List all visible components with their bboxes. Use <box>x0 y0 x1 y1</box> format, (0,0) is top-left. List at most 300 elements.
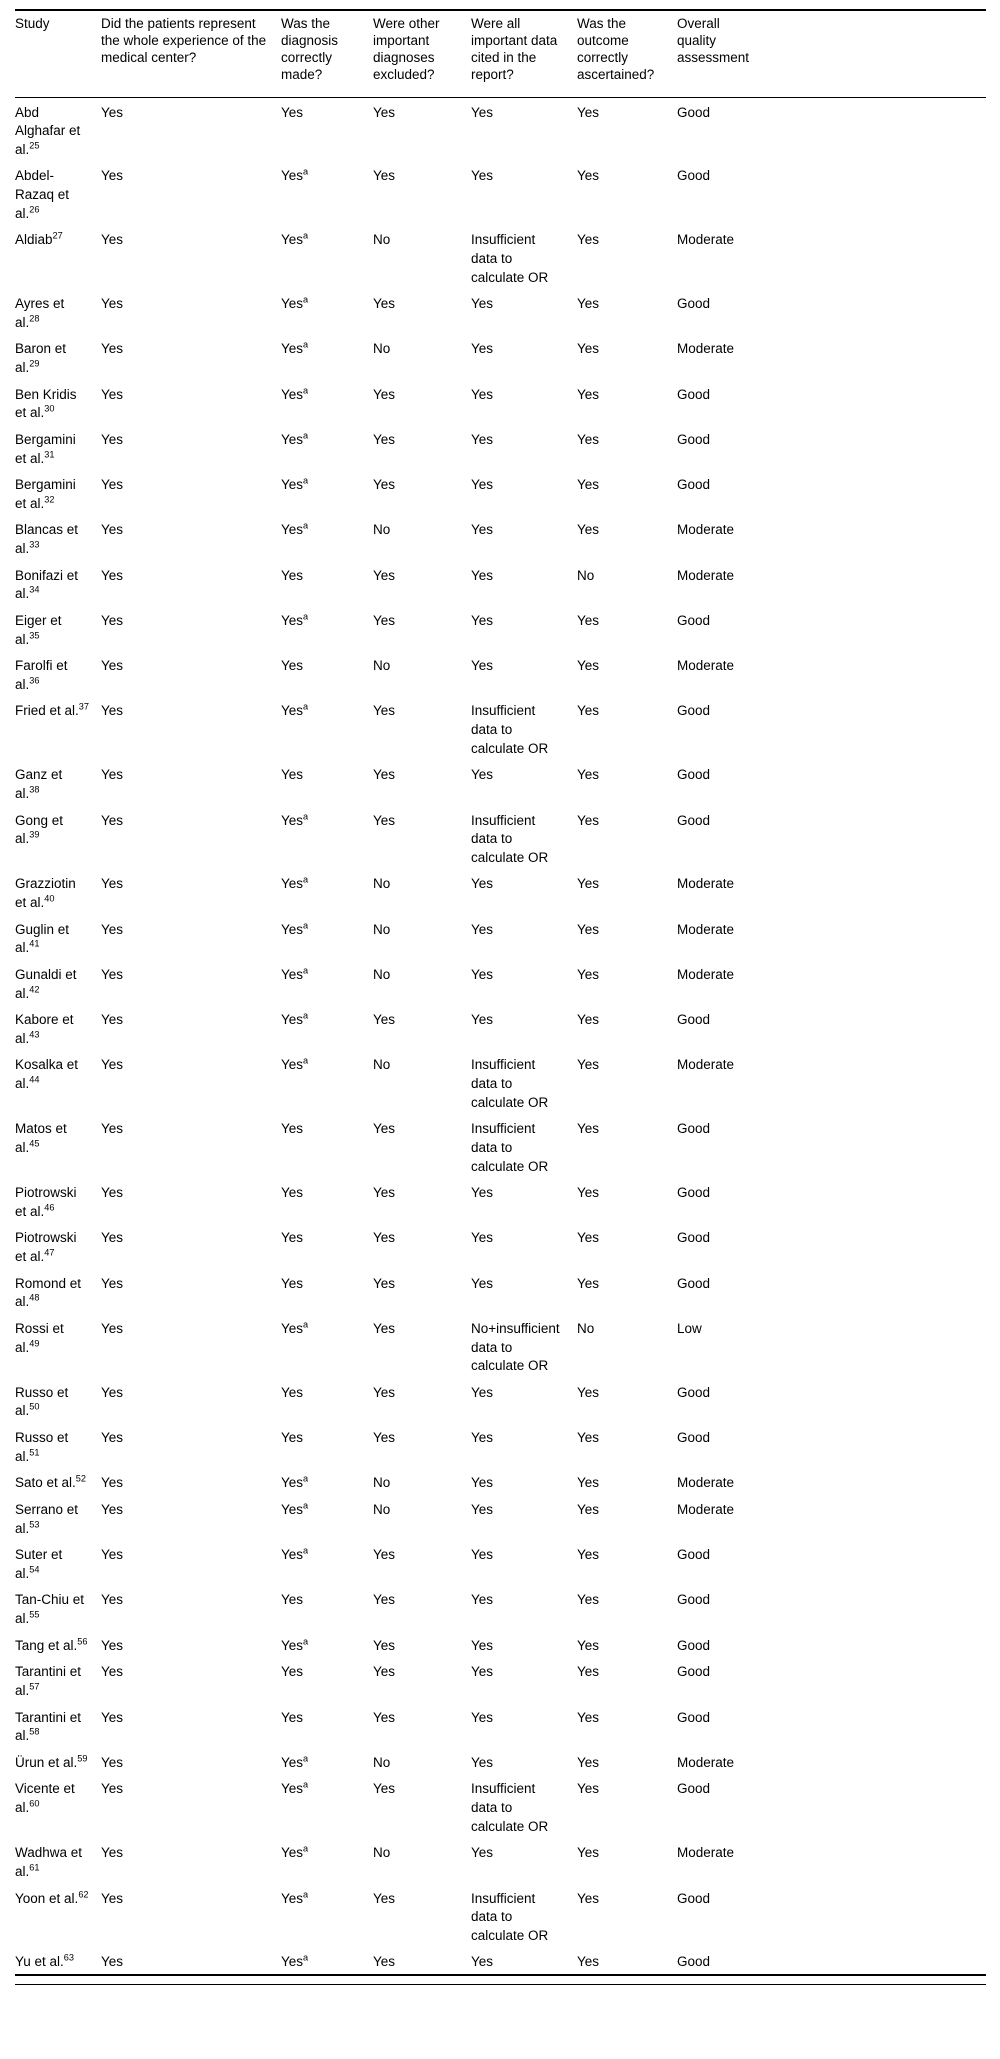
answer-cell: Yes <box>471 1275 494 1291</box>
table-row <box>15 425 986 470</box>
answer-cell: Yes <box>577 1845 600 1861</box>
answer-cell: Yes <box>373 1320 396 1336</box>
reference-superscript: 25 <box>29 140 40 151</box>
footnote-superscript: a <box>303 230 309 241</box>
answer-cell: Insufficient data to calculate OR <box>471 703 549 756</box>
footnote-superscript: a <box>303 811 309 821</box>
answer-cell: Yes <box>101 876 124 892</box>
table-row <box>15 1774 986 1838</box>
answer-cell: Yes <box>281 1230 304 1246</box>
study-cell: Russo et al.$^{50}$ <box>15 1384 69 1419</box>
study-cell: Tan-Chiu et al.$^{55}$ <box>15 1592 85 1626</box>
table-row <box>15 869 986 914</box>
answer-cell: Yes <box>373 1275 396 1291</box>
reference-superscript: 41 <box>29 938 40 949</box>
answer-cell: Yes <box>281 1664 304 1680</box>
answer-cell: Yes <box>101 1384 124 1400</box>
answer-cell: Yes <box>471 341 494 357</box>
column-header-label: Was the outcome correctly ascertained? <box>577 16 655 82</box>
quality-cell: Moderate <box>677 567 735 583</box>
answer-cell: Yes <box>577 1121 600 1137</box>
reference-superscript: 40 <box>44 893 55 904</box>
answer-cell: Yes <box>373 1185 396 1201</box>
answer-cell: Yes <box>577 1592 600 1608</box>
answer-cell: Yes <box>373 612 396 628</box>
answer-cell: Yes$^a$ <box>281 1779 309 1797</box>
quality-cell: Good <box>677 1012 711 1028</box>
quality-cell: Moderate <box>677 1845 735 1861</box>
answer-cell: Insufficient data to calculate OR <box>471 1781 549 1834</box>
table-row <box>15 380 986 425</box>
table-row <box>15 1114 986 1178</box>
answer-cell: Yes <box>577 341 600 357</box>
column-header <box>373 10 471 97</box>
answer-cell: Yes <box>577 612 600 628</box>
answer-cell: Yes <box>577 1709 600 1725</box>
answer-cell: Insufficient data to calculate OR <box>471 812 549 865</box>
answer-cell: Yes$^a$ <box>281 1843 309 1861</box>
study-cell: Tarantini et al.$^{58}$ <box>15 1709 82 1744</box>
answer-cell: Yes <box>373 1954 396 1970</box>
column-header-label: Overall quality assessment <box>677 16 750 65</box>
study-cell: Wadhwa et al.$^{61}$ <box>15 1845 83 1879</box>
answer-cell: Yes <box>101 1781 124 1797</box>
reference-superscript: 42 <box>29 984 40 994</box>
table-row <box>15 1314 986 1378</box>
answer-cell: No <box>373 1057 391 1073</box>
answer-cell: Yes <box>577 812 600 828</box>
footnote-superscript: a <box>303 1055 309 1066</box>
quality-cell: Moderate <box>677 1057 735 1073</box>
answer-cell: Yes <box>577 431 600 447</box>
answer-cell: No <box>373 876 391 892</box>
answer-cell: Yes <box>373 1709 396 1725</box>
reference-superscript: 53 <box>29 1519 40 1529</box>
answer-cell: Yes$^a$ <box>281 1055 309 1073</box>
study-cell: Grazziotin et al.$^{40}$ <box>15 876 76 910</box>
study-cell: Serrano et al.$^{53}$ <box>15 1501 79 1536</box>
table-body <box>15 97 986 1975</box>
study-cell: Gong et al.$^{39}$ <box>15 812 64 847</box>
answer-cell: Yes <box>471 1384 494 1400</box>
answer-cell: Yes <box>471 1501 494 1517</box>
footnote-superscript: a <box>303 339 309 350</box>
answer-cell: Yes$^a$ <box>281 1010 309 1028</box>
answer-cell: No <box>373 232 391 248</box>
answer-cell: Yes <box>471 767 494 783</box>
study-cell: Yoon et al.$^{62}$ <box>15 1889 89 1906</box>
answer-cell: Yes <box>101 168 124 184</box>
answer-cell: Yes <box>577 1384 600 1400</box>
answer-cell: Yes <box>577 1185 600 1201</box>
answer-cell: Yes <box>471 1430 494 1445</box>
reference-superscript: 32 <box>44 494 55 505</box>
answer-cell: Yes$^a$ <box>281 1636 309 1653</box>
answer-cell: Yes$^a$ <box>281 1545 309 1563</box>
study-cell: Fried et al.$^{37}$ <box>15 701 89 719</box>
answer-cell: Yes <box>101 767 124 783</box>
answer-cell: Yes <box>101 1475 124 1491</box>
table-row <box>15 696 986 760</box>
reference-superscript: 34 <box>29 584 40 595</box>
answer-cell: Yes$^a$ <box>281 475 309 493</box>
reference-superscript: 62 <box>78 1889 89 1899</box>
answer-cell: Yes$^a$ <box>281 430 309 447</box>
answer-cell: Yes <box>577 522 600 538</box>
answer-cell: Yes <box>101 431 124 447</box>
study-cell: Tang et al.$^{56}$ <box>15 1636 88 1653</box>
answer-cell: Yes <box>101 1012 124 1028</box>
answer-cell: Yes <box>577 1954 600 1970</box>
quality-cell: Good <box>677 1781 711 1797</box>
quality-cell: Good <box>677 703 711 719</box>
answer-cell: Yes <box>101 1845 124 1861</box>
quality-cell: Good <box>677 1230 711 1246</box>
answer-cell: Yes <box>373 1384 396 1400</box>
answer-cell: Yes <box>471 477 494 493</box>
footnote-superscript: a <box>303 920 309 931</box>
answer-cell: No <box>373 522 391 538</box>
footnote-superscript: a <box>303 1779 309 1790</box>
reference-superscript: 48 <box>29 1292 40 1303</box>
table-row <box>15 1495 986 1540</box>
table-row <box>15 1631 986 1658</box>
answer-cell: Yes <box>577 1754 600 1770</box>
answer-cell: Yes$^a$ <box>281 920 309 937</box>
answer-cell: Yes <box>101 703 124 719</box>
study-cell: Vicente et al.$^{60}$ <box>15 1781 75 1815</box>
answer-cell: Yes <box>373 1890 396 1906</box>
answer-cell: Yes <box>577 1275 600 1291</box>
table-row <box>15 515 986 560</box>
reference-superscript: 52 <box>75 1473 86 1484</box>
answer-cell: Yes <box>471 1012 494 1028</box>
quality-cell: Moderate <box>677 876 735 892</box>
quality-cell: Good <box>677 1430 711 1445</box>
answer-cell: Yes <box>471 386 494 402</box>
footnote-superscript: a <box>303 385 309 396</box>
answer-cell: Yes <box>101 612 124 628</box>
reference-superscript: 27 <box>52 230 63 241</box>
reference-superscript: 38 <box>29 784 40 795</box>
answer-cell: Yes <box>373 1664 396 1680</box>
column-header-label: Was the diagnosis correctly made? <box>281 16 339 82</box>
study-cell: Aldiab$^{27}$ <box>15 230 63 248</box>
answer-cell: Yes <box>577 1781 600 1797</box>
answer-cell: Yes <box>577 1430 600 1445</box>
bottom-rule <box>15 1984 986 1985</box>
answer-cell: Yes <box>471 658 494 674</box>
reference-superscript: 45 <box>29 1138 40 1149</box>
footnote-superscript: a <box>303 1010 309 1021</box>
answer-cell: Yes$^a$ <box>281 611 309 628</box>
answer-cell: Yes <box>471 1637 494 1653</box>
answer-cell: Yes <box>281 1121 304 1137</box>
answer-cell: Insufficient data to calculate OR <box>471 1057 549 1110</box>
answer-cell: No <box>373 921 391 937</box>
study-cell: Ganz et al.$^{38}$ <box>15 767 63 801</box>
reference-superscript: 29 <box>29 358 40 369</box>
reference-superscript: 39 <box>29 829 40 840</box>
study-cell: Bergamini et al.$^{32}$ <box>15 477 76 511</box>
answer-cell: Yes$^a$ <box>281 811 309 828</box>
table-row <box>15 289 986 334</box>
study-cell: Blancas et al.$^{33}$ <box>15 522 79 556</box>
quality-cell: Moderate <box>677 1501 735 1517</box>
reference-superscript: 59 <box>77 1753 88 1764</box>
table-row <box>15 1540 986 1585</box>
reference-superscript: 31 <box>44 449 55 459</box>
quality-cell: Good <box>677 1890 711 1906</box>
table-row <box>15 1223 986 1268</box>
answer-cell: Yes <box>471 1592 494 1608</box>
answer-cell: Insufficient data to calculate OR <box>471 232 549 285</box>
answer-cell: Yes <box>577 1501 600 1517</box>
answer-cell: Yes <box>101 386 124 402</box>
reference-superscript: 37 <box>78 701 89 712</box>
answer-cell: Yes <box>373 1592 396 1608</box>
answer-cell: Yes$^a$ <box>281 874 309 892</box>
answer-cell: Yes$^a$ <box>281 965 309 982</box>
study-cell: Romond et al.$^{48}$ <box>15 1275 82 1310</box>
answer-cell: Yes <box>471 431 494 447</box>
quality-cell: Good <box>677 104 711 120</box>
footnote-superscript: a <box>303 294 309 305</box>
answer-cell: Yes <box>101 1664 124 1680</box>
answer-cell: Yes <box>281 1185 304 1201</box>
answer-cell: Yes <box>101 104 124 120</box>
study-cell: Rossi et al.$^{49}$ <box>15 1320 64 1355</box>
study-cell: Piotrowski et al.$^{47}$ <box>15 1230 77 1264</box>
table-row <box>15 1378 986 1423</box>
answer-cell: Yes <box>101 966 124 982</box>
column-header <box>101 10 281 97</box>
answer-cell: No <box>373 1501 391 1517</box>
answer-cell: Yes <box>281 1592 304 1608</box>
answer-cell: Yes <box>373 386 396 402</box>
answer-cell: Yes <box>101 921 124 937</box>
answer-cell: No <box>577 567 595 583</box>
answer-cell: Yes <box>577 104 600 120</box>
answer-cell: No <box>373 1845 391 1861</box>
answer-cell: Yes <box>101 1637 124 1653</box>
answer-cell: Insufficient data to calculate OR <box>471 1121 549 1174</box>
column-header-label: Were all important data cited in the report? <box>471 16 558 82</box>
quality-cell: Good <box>677 431 711 447</box>
answer-cell: Yes$^a$ <box>281 1319 309 1336</box>
reference-superscript: 58 <box>29 1726 40 1737</box>
answer-cell: Yes <box>471 168 494 184</box>
table-row <box>15 1585 986 1630</box>
header-row <box>15 10 986 97</box>
study-cell: Kabore et al.$^{43}$ <box>15 1012 74 1046</box>
reference-superscript: 51 <box>29 1447 40 1458</box>
study-cell: Gunaldi et al.$^{42}$ <box>15 966 77 1001</box>
answer-cell: No <box>577 1320 595 1336</box>
footnote-superscript: a <box>303 475 309 486</box>
answer-cell: Yes <box>373 767 396 783</box>
answer-cell: Yes <box>373 703 396 719</box>
answer-cell: Yes <box>577 767 600 783</box>
answer-cell: Yes <box>101 341 124 357</box>
study-cell: Matos et al.$^{45}$ <box>15 1121 67 1155</box>
study-cell: Suter et al.$^{54}$ <box>15 1547 63 1581</box>
answer-cell: Yes <box>471 1754 494 1770</box>
study-cell: Eiger et al.$^{35}$ <box>15 612 62 647</box>
table-row <box>15 1657 986 1702</box>
footnote-superscript: a <box>303 611 309 622</box>
study-cell: Ayres et al.$^{28}$ <box>15 296 65 330</box>
answer-cell: Yes <box>471 921 494 937</box>
table-row <box>15 1838 986 1883</box>
quality-cell: Moderate <box>677 522 735 538</box>
table-row <box>15 915 986 960</box>
answer-cell: Yes <box>101 1709 124 1725</box>
study-cell: Piotrowski et al.$^{46}$ <box>15 1185 77 1219</box>
table-row <box>15 806 986 870</box>
study-cell: Sato et al.$^{52}$ <box>15 1473 86 1491</box>
answer-cell: Yes <box>373 1012 396 1028</box>
table-header <box>15 10 986 97</box>
quality-cell: Low <box>677 1320 702 1336</box>
reference-superscript: 50 <box>29 1401 40 1412</box>
table-row <box>15 1468 986 1495</box>
answer-cell: Yes <box>373 1547 396 1563</box>
answer-cell: Yes <box>373 1230 396 1246</box>
answer-cell: Yes <box>281 767 304 783</box>
answer-cell: No <box>373 341 391 357</box>
answer-cell: Yes <box>373 168 396 184</box>
reference-superscript: 28 <box>29 313 40 324</box>
answer-cell: Yes <box>281 1709 304 1725</box>
answer-cell: Yes <box>101 658 124 674</box>
quality-cell: Good <box>677 168 711 184</box>
answer-cell: No <box>373 1754 391 1770</box>
table-row <box>15 1947 986 1975</box>
answer-cell: Insufficient data to calculate OR <box>471 1890 549 1943</box>
answer-cell: Yes <box>101 232 124 248</box>
study-cell: Farolfi et al.$^{36}$ <box>15 658 68 692</box>
reference-superscript: 60 <box>29 1798 40 1809</box>
footnote-superscript: a <box>303 965 309 976</box>
study-cell: Ürun et al.$^{59}$ <box>15 1753 88 1770</box>
answer-cell: Yes <box>577 168 600 184</box>
answer-cell: Yes <box>373 1430 396 1445</box>
table-row <box>15 606 986 651</box>
study-cell: Kosalka et al.$^{44}$ <box>15 1057 79 1091</box>
table-row <box>15 1269 986 1314</box>
answer-cell: Yes <box>101 296 124 312</box>
quality-cell: Good <box>677 1709 711 1725</box>
table-row <box>15 760 986 805</box>
answer-cell: Yes <box>577 1637 600 1653</box>
answer-cell: Yes <box>101 1057 124 1073</box>
answer-cell: Yes <box>281 1384 304 1400</box>
answer-cell: Yes <box>101 1121 124 1137</box>
answer-cell: Yes <box>577 1475 600 1491</box>
reference-superscript: 35 <box>29 630 40 640</box>
quality-cell: Moderate <box>677 966 735 982</box>
table-row <box>15 561 986 606</box>
column-header <box>281 10 373 97</box>
answer-cell: Yes <box>577 232 600 248</box>
reference-superscript: 61 <box>29 1862 40 1873</box>
table-row <box>15 1423 986 1468</box>
reference-superscript: 49 <box>29 1338 40 1348</box>
answer-cell: Yes <box>373 1637 396 1653</box>
quality-cell: Good <box>677 1185 711 1201</box>
footnote-superscript: a <box>303 520 309 531</box>
reference-superscript: 57 <box>29 1681 40 1692</box>
reference-superscript: 26 <box>29 204 40 215</box>
column-header <box>677 10 986 97</box>
answer-cell: Yes <box>101 1185 124 1201</box>
quality-cell: Good <box>677 477 711 493</box>
reference-superscript: 54 <box>29 1564 40 1575</box>
quality-cell: Good <box>677 1592 711 1608</box>
footnote-superscript: a <box>303 1319 309 1330</box>
reference-superscript: 30 <box>44 403 55 414</box>
quality-cell: Good <box>677 1384 711 1400</box>
table-row <box>15 960 986 1005</box>
answer-cell: Yes$^a$ <box>281 1500 309 1517</box>
answer-cell: Yes <box>577 1890 600 1906</box>
answer-cell: Yes <box>471 104 494 120</box>
answer-cell: Yes <box>101 1754 124 1770</box>
table-row <box>15 470 986 515</box>
footnote-superscript: a <box>303 1500 309 1511</box>
answer-cell: Yes <box>577 1057 600 1073</box>
column-header <box>471 10 577 97</box>
answer-cell: Yes <box>101 1890 124 1906</box>
answer-cell: Yes$^a$ <box>281 1753 309 1770</box>
answer-cell: Yes <box>101 1430 124 1445</box>
answer-cell: Yes <box>577 966 600 982</box>
table-row <box>15 1884 986 1948</box>
study-cell: Bergamini et al.$^{31}$ <box>15 431 76 466</box>
answer-cell: Yes$^a$ <box>281 166 309 184</box>
answer-cell: Yes <box>373 567 396 583</box>
column-header-label: Were other important diagnoses excluded? <box>373 16 440 82</box>
column-header <box>15 10 101 97</box>
reference-superscript: 47 <box>44 1247 55 1258</box>
quality-cell: Good <box>677 1664 711 1680</box>
quality-cell: Good <box>677 386 711 402</box>
answer-cell: Yes$^a$ <box>281 701 309 719</box>
answer-cell: Yes <box>471 1954 494 1970</box>
answer-cell: Yes <box>281 104 304 120</box>
table-row <box>15 1005 986 1050</box>
answer-cell: No <box>373 966 391 982</box>
answer-cell: Yes <box>471 876 494 892</box>
answer-cell: Yes <box>101 812 124 828</box>
answer-cell: Yes$^a$ <box>281 520 309 538</box>
quality-cell: Moderate <box>677 232 735 248</box>
answer-cell: Yes$^a$ <box>281 294 309 312</box>
answer-cell: Yes <box>373 104 396 120</box>
table-row <box>15 225 986 289</box>
answer-cell: Yes <box>101 1592 124 1608</box>
reference-superscript: 33 <box>29 539 40 550</box>
answer-cell: Yes <box>471 966 494 982</box>
answer-cell: Yes <box>471 1709 494 1725</box>
answer-cell: Yes <box>373 1781 396 1797</box>
answer-cell: Yes <box>471 522 494 538</box>
table-row <box>15 1050 986 1114</box>
study-cell: Abd Alghafar et al.$^{25}$ <box>15 104 81 157</box>
footnote-superscript: a <box>303 1545 309 1556</box>
footnote-superscript: a <box>303 701 309 712</box>
